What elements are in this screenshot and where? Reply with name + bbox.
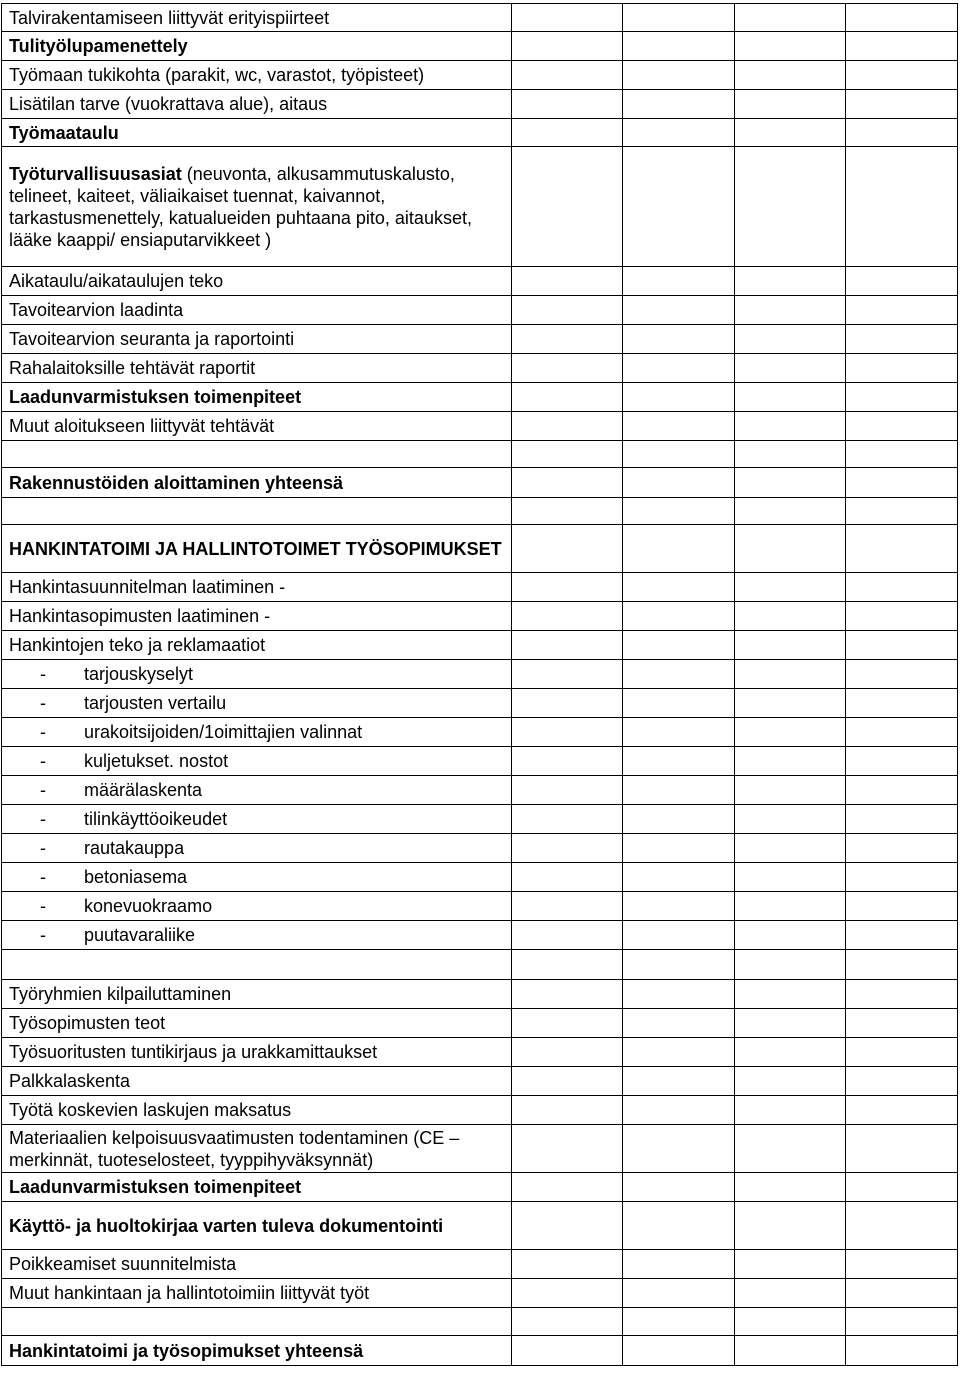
empty-cell — [846, 354, 958, 383]
empty-cell — [734, 61, 846, 90]
sub-item — [2, 921, 512, 950]
empty-cell — [846, 1202, 958, 1250]
empty-cell — [511, 689, 623, 718]
table-row — [2, 498, 958, 525]
empty-cell — [846, 1009, 958, 1038]
empty-cell — [511, 1038, 623, 1067]
empty-cell — [734, 573, 846, 602]
empty-cell — [734, 412, 846, 441]
empty-cell — [846, 296, 958, 325]
table-row — [2, 689, 958, 718]
table-row — [2, 1250, 958, 1279]
empty-cell — [846, 498, 958, 525]
empty-cell — [511, 1336, 623, 1366]
table-row — [2, 1096, 958, 1125]
empty-cell — [511, 660, 623, 689]
empty-cell — [511, 325, 623, 354]
empty-cell — [623, 863, 735, 892]
empty-cell — [623, 1009, 735, 1038]
empty-cell — [511, 863, 623, 892]
empty-cell — [846, 525, 958, 573]
table-row — [2, 921, 958, 950]
sub-item — [2, 718, 512, 747]
row-label: Rahalaitoksille tehtävät raportit — [2, 354, 512, 383]
empty-cell — [846, 921, 958, 950]
empty-cell — [511, 1096, 623, 1125]
row-label: Aikataulu/aikataulujen teko — [2, 267, 512, 296]
table-row — [2, 980, 958, 1009]
empty-cell — [734, 1125, 846, 1173]
empty-cell — [734, 921, 846, 950]
empty-cell — [511, 950, 623, 980]
empty-cell — [734, 119, 846, 147]
table-row — [2, 325, 958, 354]
empty-cell — [511, 602, 623, 631]
row-label: Palkkalaskenta — [2, 1067, 512, 1096]
empty-cell — [846, 119, 958, 147]
table-row — [2, 468, 958, 498]
empty-cell — [734, 525, 846, 573]
sub-item-label: urakoitsijoiden/1oimittajien valinnat — [84, 722, 363, 742]
table-row — [2, 90, 958, 119]
empty-cell — [623, 61, 735, 90]
table-row — [2, 61, 958, 90]
table-row — [2, 718, 958, 747]
empty-cell — [734, 1173, 846, 1202]
row-label: Rakennustöiden aloittaminen yhteensä — [2, 468, 512, 498]
empty-cell — [511, 1173, 623, 1202]
table-row — [2, 296, 958, 325]
empty-cell — [511, 1125, 623, 1173]
empty-cell — [846, 147, 958, 267]
empty-cell — [511, 4, 623, 32]
empty-cell — [734, 980, 846, 1009]
empty-cell — [511, 980, 623, 1009]
empty-cell — [511, 718, 623, 747]
sub-item-label: rautakauppa — [84, 838, 185, 858]
empty-cell — [511, 147, 623, 267]
table-row — [2, 834, 958, 863]
empty-cell — [846, 718, 958, 747]
row-label: Työsuoritusten tuntikirjaus ja urakkamittaukset — [2, 1038, 512, 1067]
empty-cell — [846, 90, 958, 119]
sub-item-label: konevuokraamo — [84, 896, 213, 916]
empty-cell — [511, 468, 623, 498]
row-label: Muut hankintaan ja hallintotoimiin liittyvät työt — [2, 1279, 512, 1308]
empty-cell — [846, 1038, 958, 1067]
table-row — [2, 383, 958, 412]
empty-cell — [511, 32, 623, 61]
row-label: Laadunvarmistuksen toimenpiteet — [2, 1173, 512, 1202]
empty-cell — [511, 573, 623, 602]
empty-cell — [734, 1202, 846, 1250]
empty-cell — [846, 61, 958, 90]
empty-cell — [846, 950, 958, 980]
empty-cell — [846, 689, 958, 718]
empty-cell — [623, 90, 735, 119]
empty-cell — [734, 325, 846, 354]
empty-cell — [734, 1250, 846, 1279]
empty-cell — [623, 1067, 735, 1096]
dash: - — [40, 867, 46, 887]
empty-cell — [511, 441, 623, 468]
table-row — [2, 525, 958, 573]
empty-cell — [734, 950, 846, 980]
empty-cell — [511, 1202, 623, 1250]
empty-cell — [623, 1250, 735, 1279]
empty-cell — [734, 1038, 846, 1067]
empty-cell — [734, 32, 846, 61]
row-label: Käyttö- ja huoltokirjaa varten tuleva dokumentointi — [2, 1202, 512, 1250]
empty-cell — [511, 805, 623, 834]
empty-cell — [511, 498, 623, 525]
empty-cell — [623, 573, 735, 602]
empty-cell — [623, 805, 735, 834]
empty-cell — [511, 1279, 623, 1308]
empty-cell — [623, 119, 735, 147]
row-label — [2, 950, 512, 980]
dash: - — [40, 925, 46, 945]
table-row — [2, 441, 958, 468]
empty-cell — [623, 1038, 735, 1067]
empty-cell — [511, 119, 623, 147]
row-label: Työmaataulu — [2, 119, 512, 147]
empty-cell — [623, 498, 735, 525]
sub-item-label: määrälaskenta — [84, 780, 203, 800]
empty-cell — [846, 1250, 958, 1279]
empty-cell — [734, 689, 846, 718]
empty-cell — [734, 747, 846, 776]
sub-item-label: kuljetukset. nostot — [84, 751, 229, 771]
empty-cell — [846, 468, 958, 498]
sub-item-label: tarjouskyselyt — [84, 664, 194, 684]
row-label — [2, 1308, 512, 1336]
row-label: Työryhmien kilpailuttaminen — [2, 980, 512, 1009]
table-row — [2, 863, 958, 892]
empty-cell — [623, 776, 735, 805]
row-label: Tavoitearvion laadinta — [2, 296, 512, 325]
row-label: Työtä koskevien laskujen maksatus — [2, 1096, 512, 1125]
table-row — [2, 354, 958, 383]
sub-item — [2, 805, 512, 834]
empty-cell — [623, 267, 735, 296]
empty-cell — [623, 631, 735, 660]
sub-item-label: puutavaraliike — [84, 925, 196, 945]
planning-table — [1, 3, 958, 1366]
empty-cell — [511, 267, 623, 296]
dash: - — [40, 896, 46, 916]
table-row — [2, 32, 958, 61]
empty-cell — [734, 1308, 846, 1336]
empty-cell — [734, 805, 846, 834]
table-row — [2, 1336, 958, 1366]
table-row — [2, 119, 958, 147]
empty-cell — [734, 602, 846, 631]
dash: - — [40, 838, 46, 858]
table-row — [2, 1173, 958, 1202]
empty-cell — [734, 834, 846, 863]
table-row — [2, 631, 958, 660]
empty-cell — [623, 834, 735, 863]
table-row — [2, 1202, 958, 1250]
empty-cell — [846, 1173, 958, 1202]
empty-cell — [623, 32, 735, 61]
table-row — [2, 660, 958, 689]
empty-cell — [623, 525, 735, 573]
empty-cell — [734, 468, 846, 498]
empty-cell — [846, 980, 958, 1009]
row-label: Lisätilan tarve (vuokrattava alue), aitaus — [2, 90, 512, 119]
empty-cell — [734, 354, 846, 383]
empty-cell — [734, 296, 846, 325]
row-label: Tavoitearvion seuranta ja raportointi — [2, 325, 512, 354]
table-row — [2, 1125, 958, 1173]
row-label: Hankintasopimusten laatiminen - — [2, 602, 512, 631]
empty-cell — [511, 61, 623, 90]
row-label: Työsopimusten teot — [2, 1009, 512, 1038]
table-row — [2, 147, 958, 267]
empty-cell — [511, 892, 623, 921]
empty-cell — [511, 1308, 623, 1336]
row-label: Työmaan tukikohta (parakit, wc, varastot, työpisteet) — [2, 61, 512, 90]
table-row — [2, 1009, 958, 1038]
sub-item-label: tilinkäyttöoikeudet — [84, 809, 228, 829]
empty-cell — [623, 892, 735, 921]
empty-cell — [734, 1096, 846, 1125]
row-label — [2, 147, 512, 267]
sub-item — [2, 863, 512, 892]
empty-cell — [623, 354, 735, 383]
empty-cell — [511, 1009, 623, 1038]
table-row — [2, 1038, 958, 1067]
sub-item-label: tarjousten vertailu — [84, 693, 227, 713]
empty-cell — [846, 1336, 958, 1366]
empty-cell — [846, 1125, 958, 1173]
table-row — [2, 950, 958, 980]
table-row — [2, 892, 958, 921]
empty-cell — [623, 4, 735, 32]
sub-item — [2, 834, 512, 863]
empty-cell — [846, 1096, 958, 1125]
row-label: Poikkeamiset suunnitelmista — [2, 1250, 512, 1279]
empty-cell — [734, 147, 846, 267]
empty-cell — [623, 1336, 735, 1366]
empty-cell — [511, 525, 623, 573]
empty-cell — [511, 631, 623, 660]
empty-cell — [623, 1096, 735, 1125]
empty-cell — [623, 747, 735, 776]
row-label: Materiaalien kelpoisuusvaatimusten todentaminen (CE –merkinnät, tuoteselosteet, tyyppihyväksynnät) — [2, 1125, 512, 1173]
empty-cell — [623, 468, 735, 498]
empty-cell — [846, 267, 958, 296]
table-row — [2, 573, 958, 602]
sub-item — [2, 660, 512, 689]
row-label: Hankintatoimi ja työsopimukset yhteensä — [2, 1336, 512, 1366]
empty-cell — [846, 4, 958, 32]
empty-cell — [623, 602, 735, 631]
empty-cell — [846, 573, 958, 602]
table-row — [2, 1308, 958, 1336]
empty-cell — [734, 1009, 846, 1038]
empty-cell — [734, 1336, 846, 1366]
row-label — [2, 441, 512, 468]
empty-cell — [846, 602, 958, 631]
empty-cell — [623, 147, 735, 267]
dash: - — [40, 809, 46, 829]
empty-cell — [734, 441, 846, 468]
empty-cell — [511, 383, 623, 412]
empty-cell — [734, 660, 846, 689]
table-row — [2, 1067, 958, 1096]
empty-cell — [511, 412, 623, 441]
empty-cell — [623, 1202, 735, 1250]
table-row — [2, 267, 958, 296]
empty-cell — [734, 90, 846, 119]
sub-item — [2, 747, 512, 776]
empty-cell — [734, 1067, 846, 1096]
empty-cell — [846, 747, 958, 776]
empty-cell — [511, 296, 623, 325]
row-label: Laadunvarmistuksen toimenpiteet — [2, 383, 512, 412]
empty-cell — [623, 441, 735, 468]
empty-cell — [846, 660, 958, 689]
sub-item — [2, 776, 512, 805]
empty-cell — [846, 412, 958, 441]
table-row — [2, 776, 958, 805]
empty-cell — [511, 1067, 623, 1096]
empty-cell — [623, 325, 735, 354]
empty-cell — [623, 921, 735, 950]
sub-item — [2, 689, 512, 718]
empty-cell — [511, 1250, 623, 1279]
table-row — [2, 1279, 958, 1308]
empty-cell — [511, 747, 623, 776]
table-row — [2, 805, 958, 834]
empty-cell — [846, 776, 958, 805]
empty-cell — [734, 1279, 846, 1308]
row-label — [2, 498, 512, 525]
empty-cell — [846, 834, 958, 863]
row-label: Muut aloitukseen liittyvät tehtävät — [2, 412, 512, 441]
empty-cell — [846, 1067, 958, 1096]
empty-cell — [511, 834, 623, 863]
dash: - — [40, 780, 46, 800]
empty-cell — [511, 90, 623, 119]
empty-cell — [511, 776, 623, 805]
row-label-rest: (neuvonta, alkusammutuskalusto, telineet, kaiteet, väliaikaiset tuennat, kaivannot, tarkastusmenettely, katualueiden puhtaana pito, aitaukset, lääke kaappi/ ensiaputarvikkeet ) — [9, 163, 472, 250]
row-label-bold: Työturvallisuusasiat — [9, 163, 182, 184]
empty-cell — [846, 325, 958, 354]
empty-cell — [623, 1279, 735, 1308]
row-label: Hankintasuunnitelman laatiminen - — [2, 573, 512, 602]
empty-cell — [846, 1308, 958, 1336]
dash: - — [40, 664, 46, 684]
dash: - — [40, 693, 46, 713]
empty-cell — [623, 412, 735, 441]
empty-cell — [734, 863, 846, 892]
empty-cell — [623, 660, 735, 689]
empty-cell — [734, 776, 846, 805]
empty-cell — [623, 689, 735, 718]
empty-cell — [623, 383, 735, 412]
sub-item-label: betoniasema — [84, 867, 188, 887]
empty-cell — [623, 1125, 735, 1173]
empty-cell — [734, 892, 846, 921]
section-heading: HANKINTATOIMI JA HALLINTOTOIMET TYÖSOPIMUKSET — [2, 525, 512, 573]
empty-cell — [846, 383, 958, 412]
empty-cell — [846, 32, 958, 61]
table-row — [2, 412, 958, 441]
empty-cell — [511, 354, 623, 383]
empty-cell — [846, 805, 958, 834]
empty-cell — [846, 441, 958, 468]
empty-cell — [734, 4, 846, 32]
empty-cell — [623, 1173, 735, 1202]
empty-cell — [846, 892, 958, 921]
empty-cell — [846, 863, 958, 892]
empty-cell — [846, 631, 958, 660]
empty-cell — [734, 267, 846, 296]
row-label: Hankintojen teko ja reklamaatiot — [2, 631, 512, 660]
empty-cell — [734, 631, 846, 660]
empty-cell — [734, 498, 846, 525]
row-label: Tulityölupamenettely — [2, 32, 512, 61]
empty-cell — [623, 718, 735, 747]
empty-cell — [511, 921, 623, 950]
empty-cell — [734, 383, 846, 412]
empty-cell — [846, 1279, 958, 1308]
dash: - — [40, 751, 46, 771]
table-row — [2, 602, 958, 631]
table-row — [2, 4, 958, 32]
sub-item — [2, 892, 512, 921]
table-row — [2, 747, 958, 776]
empty-cell — [734, 718, 846, 747]
row-label: Talvirakentamiseen liittyvät erityispiirteet — [2, 4, 512, 32]
dash: - — [40, 722, 46, 742]
empty-cell — [623, 950, 735, 980]
empty-cell — [623, 296, 735, 325]
empty-cell — [623, 980, 735, 1009]
empty-cell — [623, 1308, 735, 1336]
